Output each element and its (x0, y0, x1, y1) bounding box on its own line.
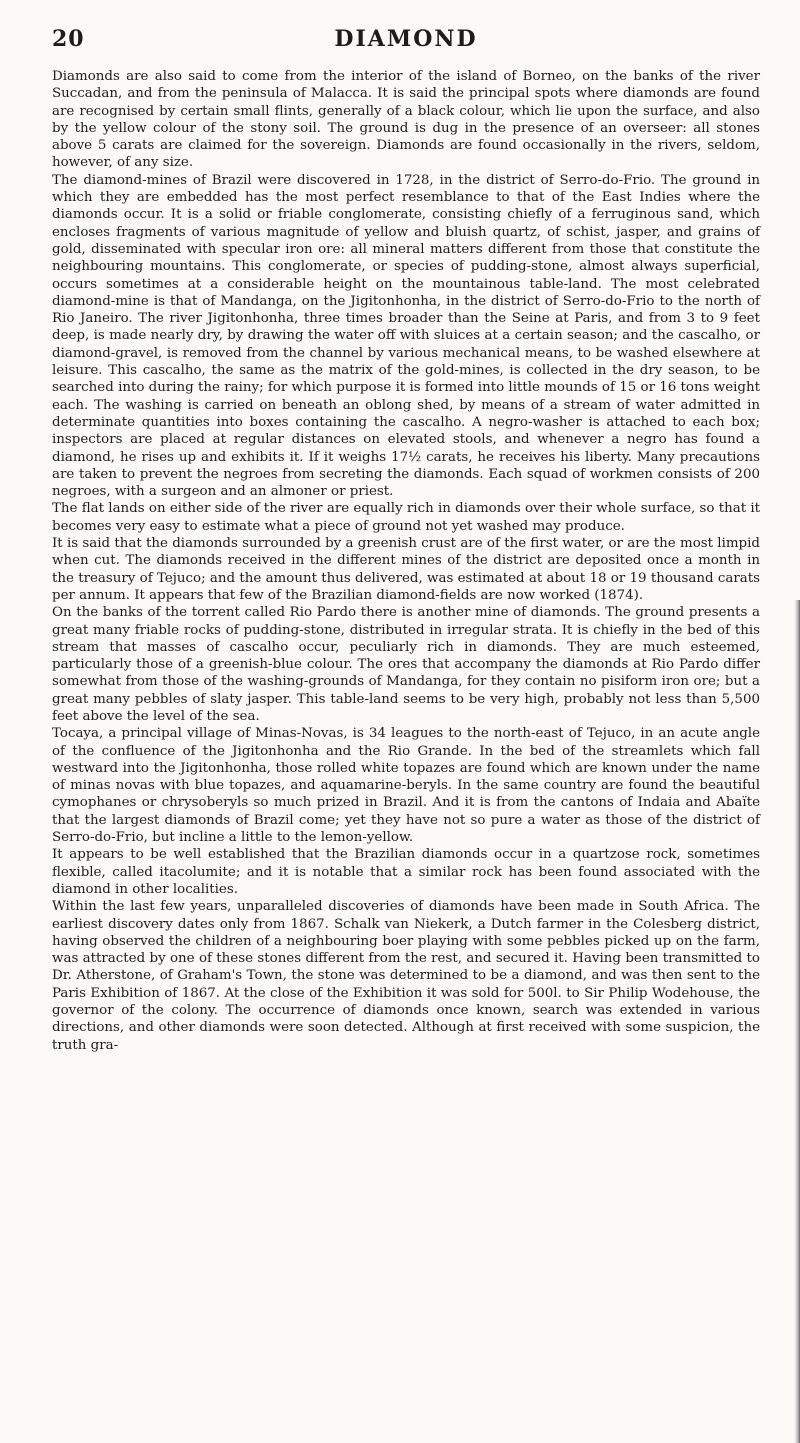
paragraph-brazil-mines: The diamond-mines of Brazil were discovered in 1728, in the district of Serro-do-Frio. The ground in which they are embedded has the most perfect resemblance to that of the East Indies where the diamonds occur. It is a solid or friable conglomerate, consisting chiefly of a ferruginous sand, which encloses fragments of various magnitude of yellow and bluish quartz, of schist, jasper, and grains of gold, disseminated with specular iron ore: all mineral matters different from those that constitute the neighbouring mountains. This conglomerate, or species of pudding-stone, almost always superficial, occurs sometimes at a considerable height on the mountainous table-land. The most celebrated diamond-mine is that of Mandanga, on the Jigitonhonha, in the district of Serro-do-Frio to the north of Rio Janeiro. The river Jigitonhonha, three times broader than the Seine at Paris, and from 3 to 9 feet deep, is made nearly dry, by drawing the water off with sluices at a certain season; and the cascalho, or diamond-gravel, is removed from the channel by various mechanical means, to be washed elsewhere at leisure. This cascalho, the same as the matrix of the gold-mines, is collected in the dry season, to be searched into during the rainy; for which purpose it is formed into little mounds of 15 or 16 tons weight each. The washing is carried on beneath an oblong shed, by means of a stream of water admitted in determinate quantities into boxes containing the cascalho. A negro-washer is attached to each box; inspectors are placed at regular distances on elevated stools, and whenever a negro has found a diamond, he rises up and exhibits it. If it weighs 17½ carats, he receives his liberty. Many precautions are taken to prevent the negroes from secreting the diamonds. Each squad of workmen consists of 200 negroes, with a surgeon and an almoner or priest. (52, 172, 760, 500)
page-title: DIAMOND (334, 26, 478, 52)
paragraph-south-africa: Within the last few years, unparalleled discoveries of diamonds have been made in South Africa. The earliest discovery dates only from 1867. Schalk van Niekerk, a Dutch farmer in the Colesberg district, having observed the children of a neighbouring boer playing with some pebbles picked up on the farm, was attracted by one of these stones different from the rest, and secured it. Having been transmitted to Dr. Atherstone, of Graham's Town, the stone was determined to be a diamond, and was then sent to the Paris Exhibition of 1867. At the close of the Exhibition it was sold for 500l. to Sir Philip Wodehouse, the governor of the colony. The occurrence of diamonds once known, search was extended in various directions, and other diamonds were soon detected. Although at first received with some suspicion, the truth gra- (52, 899, 760, 1053)
page-number: 20 (52, 26, 85, 52)
page-edge-shadow (794, 600, 800, 1443)
paragraph-flat-lands: The flat lands on either side of the river are equally rich in diamonds over their whole surface, so that it becomes very easy to estimate what a piece of ground not yet washed may produce. (52, 501, 760, 534)
paragraph-borneo: Diamonds are also said to come from the interior of the island of Borneo, on the banks of the river Succadan, and from the peninsula of Malacca. It is said the principal spots where diamonds are found are recognised by certain small flints, generally of a black colour, which lie upon the surface, and also by the yellow colour of the stony soil. The ground is dug in the presence of an overseer: all stones above 5 carats are claimed for the sovereign. Diamonds are found occasionally in the rivers, seldom, however, of any size. (52, 69, 760, 171)
paragraph-greenish-crust: It is said that the diamonds surrounded by a greenish crust are of the first water, or are the most limpid when cut. The diamonds received in the different mines of the district are deposited once a month in the treasury of Tejuco; and the amount thus delivered, was estimated at about 18 or 19 thousand carats per annum. It appears that few of the Brazilian diamond-fields are now worked (1874). (52, 536, 760, 603)
text-body (52, 68, 760, 1054)
paragraph-tocaya: Tocaya, a principal village of Minas-Novas, is 34 leagues to the north-east of Tejuco, in an acute angle of the confluence of the Jigitonhonha and the Rio Grande. In the bed of the streamlets which fall westward into the Jigitonhonha, those rolled white topazes are found which are known under the name of minas novas with blue topazes, and aquamarine-beryls. In the same country are found the beautiful cymophanes or chrysoberyls so much prized in Brazil. And it is from the cantons of Indaia and Abaïte that the largest diamonds of Brazil come; yet they have not so pure a water as those of the district of Serro-do-Frio, but incline a little to the lemon-yellow. (52, 726, 760, 846)
paragraph-rio-pardo: On the banks of the torrent called Rio Pardo there is another mine of diamonds. The ground presents a great many friable rocks of pudding-stone, distributed in irregular strata. It is chiefly in the bed of this stream that masses of cascalho occur, peculiarly rich in diamonds. They are much esteemed, particularly those of a greenish-blue colour. The ores that accompany the diamonds at Rio Pardo differ somewhat from those of the washing-grounds of Mandanga, for they contain no pisiform iron ore; but a great many pebbles of slaty jasper. This table-land seems to be very high, probably not less than 5,500 feet above the level of the sea. (52, 605, 760, 724)
paragraph-itacolumite: It appears to be well established that the Brazilian diamonds occur in a quartzose rock, sometimes flexible, called itacolumite; and it is notable that a similar rock has been found associated with the diamond in other localities. (52, 847, 760, 897)
running-head (52, 26, 760, 60)
